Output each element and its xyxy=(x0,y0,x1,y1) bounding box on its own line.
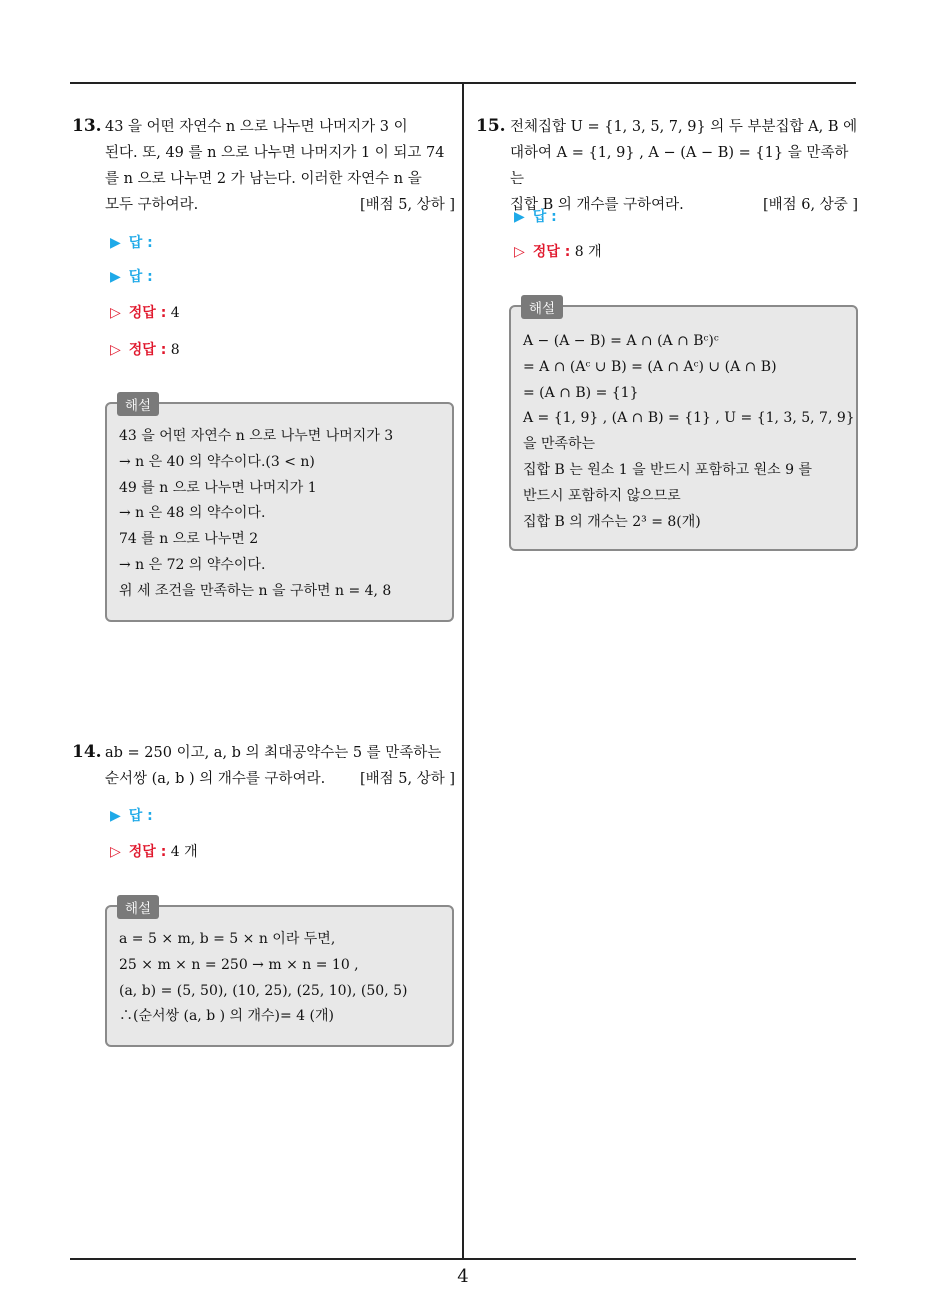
answer-label: 답 : xyxy=(128,269,153,285)
question-15-text xyxy=(510,114,858,218)
solution-line: 43 을 어떤 자연수 n 으로 나누면 나머지가 3 xyxy=(119,428,394,444)
answer-label: 답 : xyxy=(128,235,153,251)
solution-line: (a, b) = (5, 50), (10, 25), (25, 10), (50, 5) xyxy=(119,982,408,999)
solution-line: A − (A − B) = A ∩ (A ∩ Bᶜ)ᶜ xyxy=(523,333,719,349)
solution-line: 25 × m × n = 250 → m × n = 10 , xyxy=(119,956,359,973)
correct-label: 정답 : xyxy=(128,844,167,860)
question-13-number: 13. xyxy=(72,116,102,136)
q13-correct-row-2 xyxy=(110,339,180,359)
q15-answer-row xyxy=(514,206,557,226)
question-14-text xyxy=(105,740,455,792)
solution-tag: 해설 xyxy=(521,295,563,319)
q13-correct-row-1 xyxy=(110,302,180,322)
question-14-line: ab = 250 이고, a, b 의 최대공약수는 5 를 만족하는 xyxy=(105,745,442,761)
page-number: 4 xyxy=(457,1266,469,1287)
q14-answer-row xyxy=(110,805,153,825)
question-15-line xyxy=(510,192,858,218)
answer-label: 답 : xyxy=(128,808,153,824)
correct-value: 8 개 xyxy=(574,244,602,260)
blue-triangle-icon: ▶ xyxy=(110,269,121,285)
blue-triangle-icon: ▶ xyxy=(110,235,121,251)
question-14-number: 14. xyxy=(72,742,102,762)
solution-line: ∴(순서쌍 (a, b ) 의 개수)= 4 (개) xyxy=(119,1008,334,1025)
red-triangle-outline-icon: ▷ xyxy=(110,844,121,860)
red-triangle-outline-icon: ▷ xyxy=(110,305,121,321)
question-15-number: 15. xyxy=(476,116,506,136)
solution-line: 을 만족하는 xyxy=(523,436,596,453)
q14-solution-box xyxy=(105,901,454,1047)
solution-line: = A ∩ (Aᶜ ∪ B) = (A ∩ Aᶜ) ∪ (A ∩ B) xyxy=(523,358,777,375)
correct-value: 8 xyxy=(170,342,180,358)
correct-label: 정답 : xyxy=(532,244,571,260)
solution-lines xyxy=(523,329,855,535)
red-triangle-outline-icon: ▷ xyxy=(110,342,121,358)
solution-line: 반드시 포함하지 않으므로 xyxy=(523,487,681,504)
q15-correct-row xyxy=(514,241,602,261)
correct-value: 4 개 xyxy=(170,844,198,860)
solution-line: a = 5 × m, b = 5 × n 이라 두면, xyxy=(119,931,336,947)
q13-solution-box xyxy=(105,398,454,622)
solution-line: A = {1, 9} , (A ∩ B) = {1} , U = {1, 3, 5, 7, 9} xyxy=(523,410,855,427)
solution-line: 위 세 조건을 만족하는 n 을 구하면 n = 4, 8 xyxy=(119,582,392,599)
solution-lines xyxy=(119,424,393,605)
q13-answer-row-1 xyxy=(110,232,153,252)
question-13-line: 를 n 으로 나누면 2 가 남는다. 이러한 자연수 n 을 xyxy=(105,171,422,187)
q14-correct-row xyxy=(110,841,198,861)
bottom-rule xyxy=(70,1258,856,1260)
question-15-score: [배점 6, 상중 ] xyxy=(762,197,858,213)
question-14-line2: 순서쌍 (a, b ) 의 개수를 구하여라. xyxy=(105,771,326,787)
question-14-score: [배점 5, 상하 ] xyxy=(359,771,455,787)
solution-line: 집합 B 의 개수는 2³ = 8(개) xyxy=(523,513,701,530)
question-15-line: 대하여 A = {1, 9} , A − (A − B) = {1} 을 만족하는 xyxy=(510,145,849,187)
question-15-line3: 집합 B 의 개수를 구하여라. xyxy=(510,197,684,213)
solution-line: → n 은 72 의 약수이다. xyxy=(119,556,266,573)
correct-label: 정답 : xyxy=(128,305,167,321)
solution-line: → n 은 48 의 약수이다. xyxy=(119,505,266,522)
blue-triangle-icon: ▶ xyxy=(514,209,525,225)
question-14-line xyxy=(105,766,455,792)
red-triangle-outline-icon: ▷ xyxy=(514,244,525,260)
solution-line: 집합 B 는 원소 1 을 반드시 포함하고 원소 9 를 xyxy=(523,461,812,478)
correct-value: 4 xyxy=(170,305,180,321)
q13-answer-row-2 xyxy=(110,266,153,286)
correct-label: 정답 : xyxy=(128,342,167,358)
solution-line: → n 은 40 의 약수이다.(3 < n) xyxy=(119,453,315,470)
q15-solution-box xyxy=(509,301,858,551)
solution-tag: 해설 xyxy=(117,895,159,919)
solution-lines xyxy=(119,927,407,1030)
question-13-line xyxy=(105,192,455,218)
blue-triangle-icon: ▶ xyxy=(110,808,121,824)
solution-line: 74 를 n 으로 나누면 2 xyxy=(119,531,259,548)
question-13-text xyxy=(105,114,455,218)
question-15-line: 전체집합 U = {1, 3, 5, 7, 9} 의 두 부분집합 A, B 에 xyxy=(510,119,858,135)
question-13-line: 43 을 어떤 자연수 n 으로 나누면 나머지가 3 이 xyxy=(105,119,408,135)
solution-line: 49 를 n 으로 나누면 나머지가 1 xyxy=(119,479,317,496)
solution-line: = (A ∩ B) = {1} xyxy=(523,384,639,401)
answer-label: 답 : xyxy=(532,209,557,225)
question-13-line: 된다. 또, 49 를 n 으로 나누면 나머지가 1 이 되고 74 xyxy=(105,145,445,161)
column-divider xyxy=(462,82,464,1259)
question-13-last-line: 모두 구하여라. xyxy=(105,197,199,213)
question-13-score: [배점 5, 상하 ] xyxy=(359,197,455,213)
solution-tag: 해설 xyxy=(117,392,159,416)
